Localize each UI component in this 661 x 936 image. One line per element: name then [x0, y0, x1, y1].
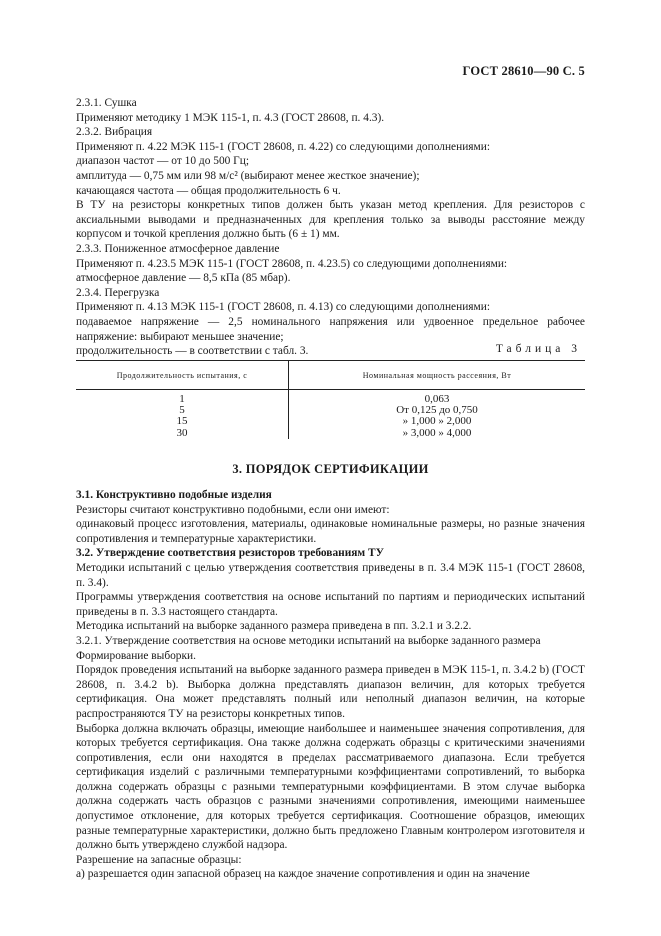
paragraph: а) разрешается один запасной образец на каждое значение сопротивления и один на значение	[76, 868, 530, 881]
section-2-3-text	[76, 96, 585, 359]
paragraph: Применяют п. 4.13 МЭК 115-1 (ГОСТ 28608, п. 4.13) со следующими дополнениями:	[76, 301, 490, 314]
paragraph: Применяют п. 4.22 МЭК 115-1 (ГОСТ 28608, п. 4.22) со следующими дополнениями:	[76, 140, 490, 153]
paragraph: амплитуда — 0,75 мм или 98 м/с² (выбирают менее жесткое значение);	[76, 169, 420, 182]
paragraph: одинаковый процесс изготовления, материалы, одинаковые номинальные размеры, но разные значения сопротивления и температурные характеристики.	[76, 518, 585, 545]
paragraph: Формирование выборки.	[76, 649, 196, 662]
paragraph: 2.3.3. Пониженное атмосферное давление	[76, 242, 280, 255]
paragraph: диапазон частот — от 10 до 500 Гц;	[76, 155, 250, 168]
section-3-text	[76, 488, 585, 882]
table-cell-duration: 1 5 15 30	[76, 390, 289, 439]
table-header-duration: Продолжительность испытания, с	[76, 361, 289, 390]
paragraph: Выборка должна включать образцы, имеющие наибольшее и наименьшее значения сопротивления, для которых требуется сертификация. Она также должна содержать образцы с критическими значениями сопротивления, если они находятся в пределах рассматриваемого диапазона. Если требуется сертификация изделий с различными температурными коэффициентами сопротивлений, то выборка должна содержать образцы с разными температурными коэффициентами. В этом случае выборка должна содержать часть образцов с разными значениями сопротивления, имеющими наименьшее допустимое отклонение, для которых требуется сертификация. Соотношение образцов, имеющих разные температурные характеристики, должно быть предложено Главным контролером изготовителя и должно быть утверждено службой надзора.	[76, 722, 585, 852]
paragraph: продолжительность — в соответствии с табл. 3.	[76, 345, 309, 358]
paragraph: Методики испытаний с целью утверждения соответствия приведены в п. 3.4 МЭК 115-1 (ГОСТ 28608, п. 3.4).	[76, 561, 585, 589]
paragraph: Резисторы считают конструктивно подобными, если они имеют:	[76, 503, 390, 516]
paragraph: 3.2.1. Утверждение соответствия на основе методики испытаний на выборке заданного размера	[76, 634, 541, 647]
paragraph: Порядок проведения испытаний на выборке заданного размера приведен в МЭК 115-1, п. 3.4.2 b) (ГОСТ 28608, п. 3.4.2 b). Выборка должна представлять диапазон величин, для которых требуется сертификация. Она может представлять полный или неполный диапазон величин, на которые распространяются ТУ на резисторы конкретных типов.	[76, 664, 585, 720]
subsection-heading: 3.2. Утверждение соответствия резисторов требованиям ТУ	[76, 547, 384, 560]
paragraph: В ТУ на резисторы конкретных типов должен быть указан метод крепления. Для резисторов с аксиальными выводами и предназначенных для крепления только за выводы расстояние между корпусом и точкой крепления должно быть (6 ± 1) мм.	[76, 199, 585, 241]
table-header-power: Номинальная мощность рассеяния, Вт	[289, 361, 586, 390]
table-label: Таблица 3	[495, 343, 581, 355]
subsection-heading: 3.1. Конструктивно подобные изделия	[76, 489, 272, 501]
paragraph: Применяют методику 1 МЭК 115-1, п. 4.3 (ГОСТ 28608, п. 4.3).	[76, 111, 385, 124]
page-header: ГОСТ 28610—90 С. 5	[462, 64, 585, 78]
paragraph: Программы утверждения соответствия на основе испытаний по партиям и периодических испытаний приведены в п. 3.3 настоящего стандарта.	[76, 591, 585, 618]
paragraph: качающаяся частота — общая продолжительность 6 ч.	[76, 184, 341, 197]
paragraph: 2.3.1. Сушка	[76, 97, 137, 109]
paragraph: 2.3.4. Перегрузка	[76, 286, 160, 299]
paragraph: Разрешение на запасные образцы:	[76, 853, 242, 866]
paragraph: Применяют п. 4.23.5 МЭК 115-1 (ГОСТ 28608, п. 4.23.5) со следующими дополнениями:	[76, 257, 508, 270]
paragraph: подаваемое напряжение — 2,5 номинального напряжения или удвоенное предельное рабочее напряжение: выбирают меньшее значение;	[76, 315, 585, 343]
paragraph: атмосферное давление — 8,5 кПа (85 мбар).	[76, 272, 291, 285]
paragraph: Методика испытаний на выборке заданного размера приведена в пп. 3.2.1 и 3.2.2.	[76, 620, 472, 633]
section-title: 3. ПОРЯДОК СЕРТИФИКАЦИИ	[232, 462, 429, 476]
table-cell-power: 0,063 От 0,125 до 0,750 » 1,000 » 2,000 » 3,000 » 4,000	[396, 393, 478, 439]
paragraph: 2.3.2. Вибрация	[76, 126, 153, 139]
table-3	[76, 360, 585, 439]
